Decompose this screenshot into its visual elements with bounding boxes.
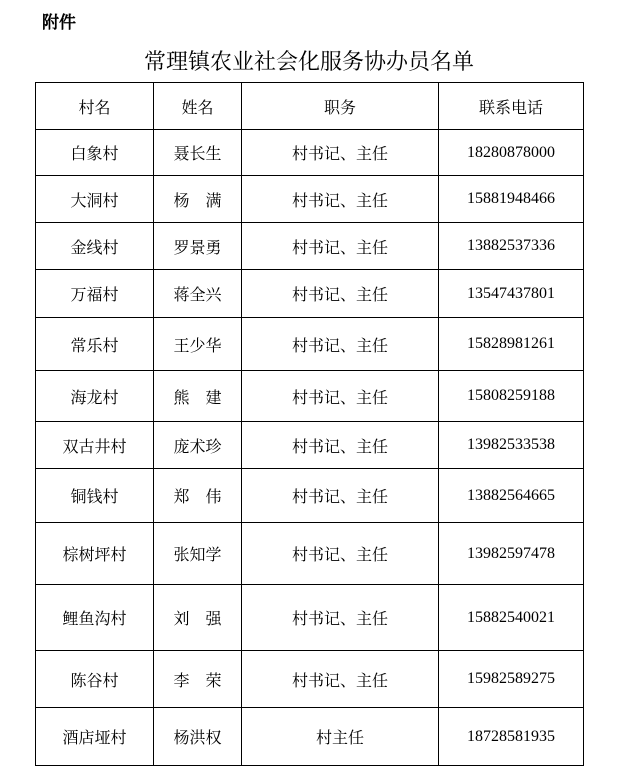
village-cell: 金线村: [36, 223, 154, 270]
phone-cell: 15881948466: [439, 176, 584, 223]
table-row: [36, 708, 584, 766]
table-row: [36, 223, 584, 270]
table-row: [36, 176, 584, 223]
name-cell: 杨洪权: [154, 708, 242, 766]
phone-cell: 13882537336: [439, 223, 584, 270]
position-cell: 村主任: [242, 708, 439, 766]
village-cell: 鲤鱼沟村: [36, 585, 154, 651]
column-header-name: 姓名: [154, 83, 242, 130]
position-cell: 村书记、主任: [242, 585, 439, 651]
village-cell: 大洞村: [36, 176, 154, 223]
name-cell: 王少华: [154, 318, 242, 371]
village-cell: 万福村: [36, 270, 154, 318]
position-cell: 村书记、主任: [242, 223, 439, 270]
page-title: 常理镇农业社会化服务协办员名单: [143, 50, 474, 75]
name-cell: 熊 建: [154, 371, 242, 422]
phone-cell: 13982533538: [439, 422, 584, 469]
position-cell: 村书记、主任: [242, 270, 439, 318]
table-row: [36, 469, 584, 523]
name-cell: 罗景勇: [154, 223, 242, 270]
table-row: [36, 651, 584, 708]
phone-cell: 15828981261: [439, 318, 584, 371]
table-row: [36, 371, 584, 422]
name-cell: 张知学: [154, 523, 242, 585]
table-header-row: [36, 83, 584, 130]
name-cell: 杨 满: [154, 176, 242, 223]
column-header-position: 职务: [242, 83, 439, 130]
table-row: [36, 130, 584, 176]
village-cell: 常乐村: [36, 318, 154, 371]
table-row: [36, 318, 584, 371]
phone-cell: 15808259188: [439, 371, 584, 422]
name-cell: 李 荣: [154, 651, 242, 708]
village-cell: 白象村: [36, 130, 154, 176]
village-cell: 双古井村: [36, 422, 154, 469]
phone-cell: 15982589275: [439, 651, 584, 708]
name-cell: 蒋全兴: [154, 270, 242, 318]
phone-cell: 18280878000: [439, 130, 584, 176]
village-cell: 棕树坪村: [36, 523, 154, 585]
position-cell: 村书记、主任: [242, 523, 439, 585]
column-header-village: 村名: [36, 83, 154, 130]
column-header-phone: 联系电话: [439, 83, 584, 130]
position-cell: 村书记、主任: [242, 469, 439, 523]
village-cell: 海龙村: [36, 371, 154, 422]
village-cell: 铜钱村: [36, 469, 154, 523]
table-row: [36, 523, 584, 585]
attachment-label: 附件: [42, 13, 76, 33]
name-cell: 聂长生: [154, 130, 242, 176]
position-cell: 村书记、主任: [242, 371, 439, 422]
phone-cell: 13982597478: [439, 523, 584, 585]
table-row: [36, 270, 584, 318]
position-cell: 村书记、主任: [242, 651, 439, 708]
phone-cell: 13882564665: [439, 469, 584, 523]
name-cell: 庞术珍: [154, 422, 242, 469]
village-cell: 陈谷村: [36, 651, 154, 708]
position-cell: 村书记、主任: [242, 422, 439, 469]
position-cell: 村书记、主任: [242, 176, 439, 223]
phone-cell: 15882540021: [439, 585, 584, 651]
position-cell: 村书记、主任: [242, 318, 439, 371]
phone-cell: 13547437801: [439, 270, 584, 318]
village-cell: 酒店垭村: [36, 708, 154, 766]
name-cell: 刘 强: [154, 585, 242, 651]
table-row: [36, 585, 584, 651]
table-row: [36, 422, 584, 469]
roster-table: [35, 82, 584, 766]
position-cell: 村书记、主任: [242, 130, 439, 176]
name-cell: 郑 伟: [154, 469, 242, 523]
phone-cell: 18728581935: [439, 708, 584, 766]
